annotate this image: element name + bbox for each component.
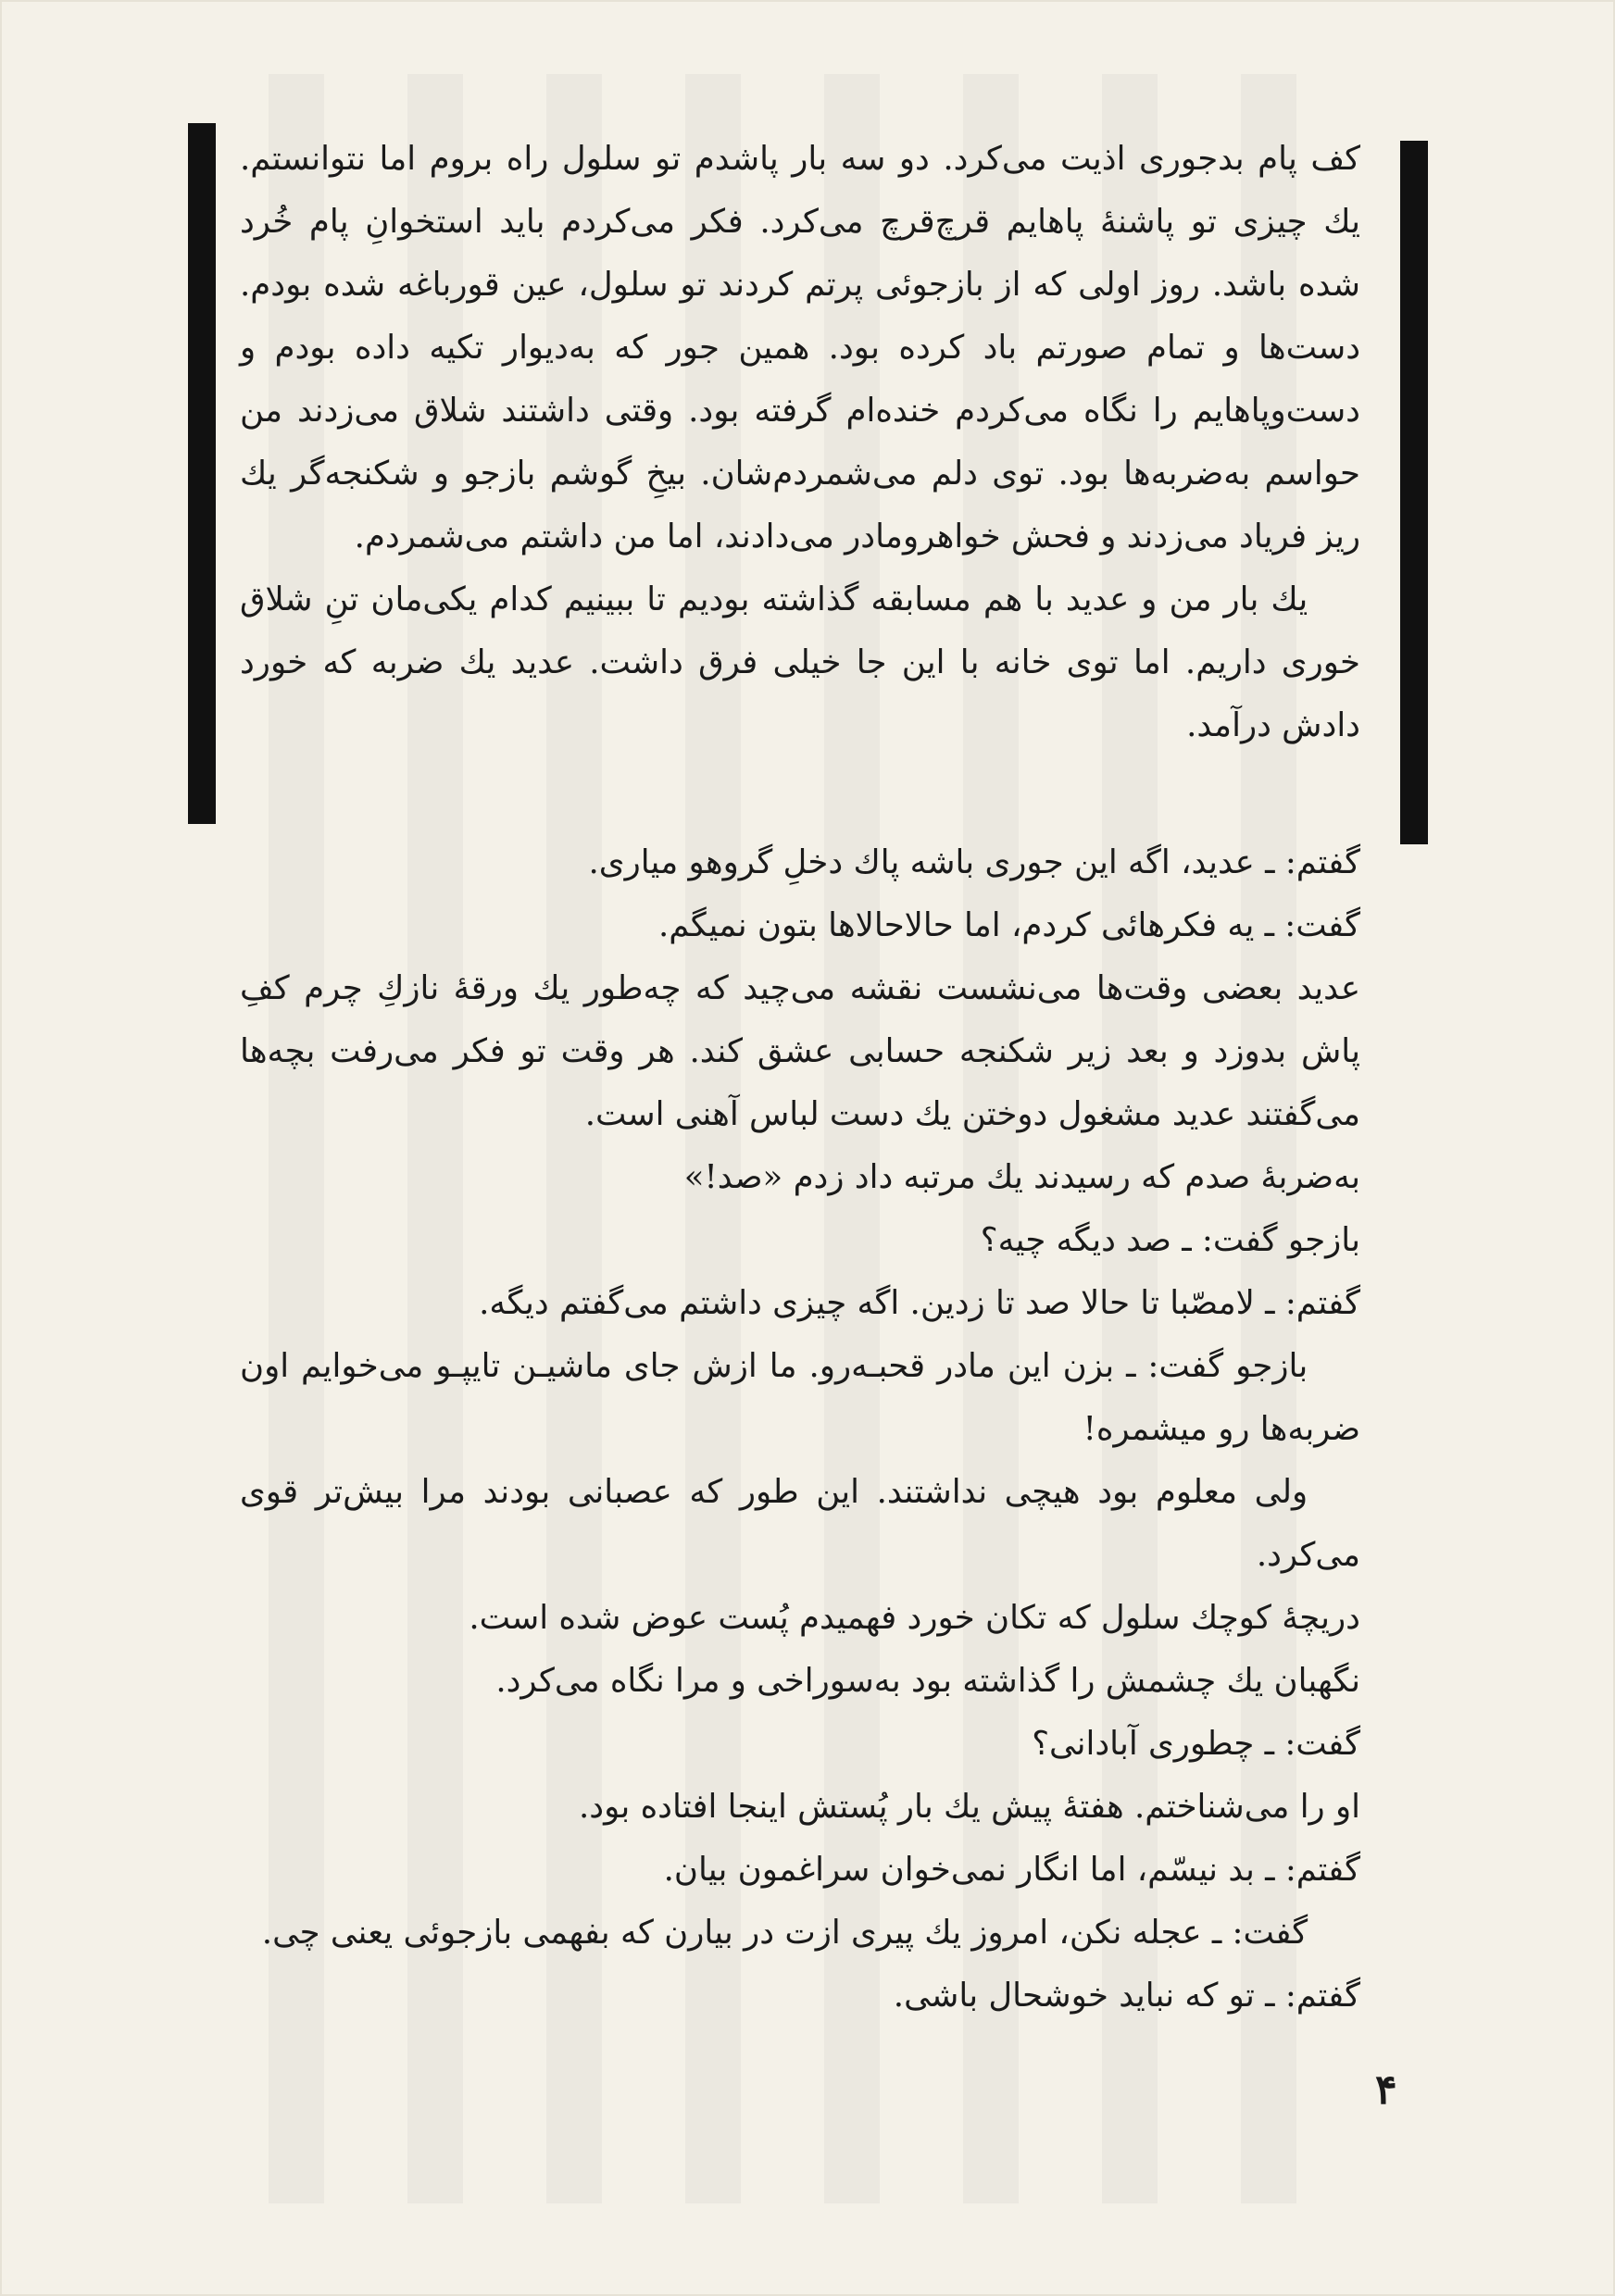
dialogue-line: گفتم: ـ تو که نباید خوشحال باشی. <box>893 1977 1360 2015</box>
main-passage <box>240 831 1360 2028</box>
dialogue-line: بازجو گفت: ـ صد دیگه چیه؟ <box>980 1221 1360 1259</box>
right-margin-bar <box>1400 141 1428 844</box>
paragraph: عدید بعضی وقت‌ها می‌نشست نقشه می‌چید که چه‌طور یك ورقهٔ نازكِ چرم کفِ پاش بدوزد و بعد زیر شکنجه حسابی عشق کند. هر وقت تو فکر می‌رفت بچه‌ها می‌گفتند عدید مشغول دوختن یك دست لباس آهنی است. <box>240 969 1360 1133</box>
paragraph: ولی معلوم بود هیچی نداشتند. این طور که عصبانی بودند مرا بیش‌تر قوی می‌کرد. <box>240 1473 1360 1574</box>
dialogue-line: گفتم: ـ عدید، اگه این جوری باشه پاك دخلِ گروهو میاری. <box>588 843 1360 881</box>
dialogue-line: گفتم: ـ بد نیسّم، اما انگار نمی‌خوان سراغمون بیان. <box>663 1851 1360 1889</box>
boxed-passage <box>240 128 1360 757</box>
left-margin-bar <box>188 123 216 824</box>
dialogue-line: گفت: ـ چطوری آبادانی؟ <box>1032 1725 1360 1763</box>
dialogue-line: گفتم: ـ لامصّبا تا حالا صد تا زدین. اگه چیزی داشتم می‌گفتم دیگه. <box>479 1284 1360 1322</box>
paragraph: او را می‌شناختم. هفتهٔ پیش یك بار پُستش اینجا افتاده بود. <box>578 1788 1360 1826</box>
dialogue-line: گفت: ـ عجله نکن، امروز یك پیری ازت در بیارن که بفهمی بازجوئی یعنی چی. <box>261 1914 1308 1952</box>
paragraph: نگهبان یك چشمش را گذاشته بود به‌سوراخی و مرا نگاه می‌کرد. <box>495 1662 1360 1700</box>
dialogue-line: گفت: ـ یه فکرهائی کردم، اما حالاحالاها بتون نمیگم. <box>657 906 1360 944</box>
paragraph: کف پام بدجوری اذیت می‌کرد. دو سه بار پاشدم تو سلول راه بروم اما نتوانستم. یك چیزی تو پاشنهٔ پاهایم قرچ‌قرچ می‌کرد. فکر می‌کردم باید استخوانِ پام خُرد شده باشد. روز اولی که از بازجوئی پرتم کردند تو سلول، عین قورباغه شده بودم. دست‌ها و تمام صورتم باد کرده بود. همین جور که به‌دیوار تکیه داده بودم و دست‌وپاهایم را نگاه می‌کردم خنده‌ام گرفته بود. وقتی داشتند شلاق می‌زدند من حواسم به‌ضربه‌ها بود. توی دلم می‌شمردم‌شان. بیخِ گوشم بازجو و شکنجه‌گر یك ریز فریاد می‌زدند و فحش خواهرومادر می‌دادند، اما من داشتم می‌شمردم. <box>240 140 1360 555</box>
paragraph: به‌ضربهٔ صدم که رسیدند یك مرتبه داد زدم «صد!» <box>683 1158 1360 1196</box>
page-number: ۴ <box>1375 2066 1397 2114</box>
dialogue-line: بازجو گفت: ـ بزن این مادر قحبـه‌رو. ما ازش جای ماشیـن تایپـو می‌خوایم اون ضربه‌ها رو میشمره! <box>240 1347 1360 1448</box>
paragraph: یك بار من و عدید با هم مسابقه گذاشته بودیم تا ببینیم کدام یکی‌مان تنِ شلاق خوری داریم. اما توی خانه با این جا خیلی فرق داشت. عدید یك ضربه که خورد دادش درآمد. <box>240 580 1360 744</box>
paragraph: دریچهٔ کوچك سلول که تکان خورد فهمیدم پُست عوض شده است. <box>469 1599 1360 1637</box>
